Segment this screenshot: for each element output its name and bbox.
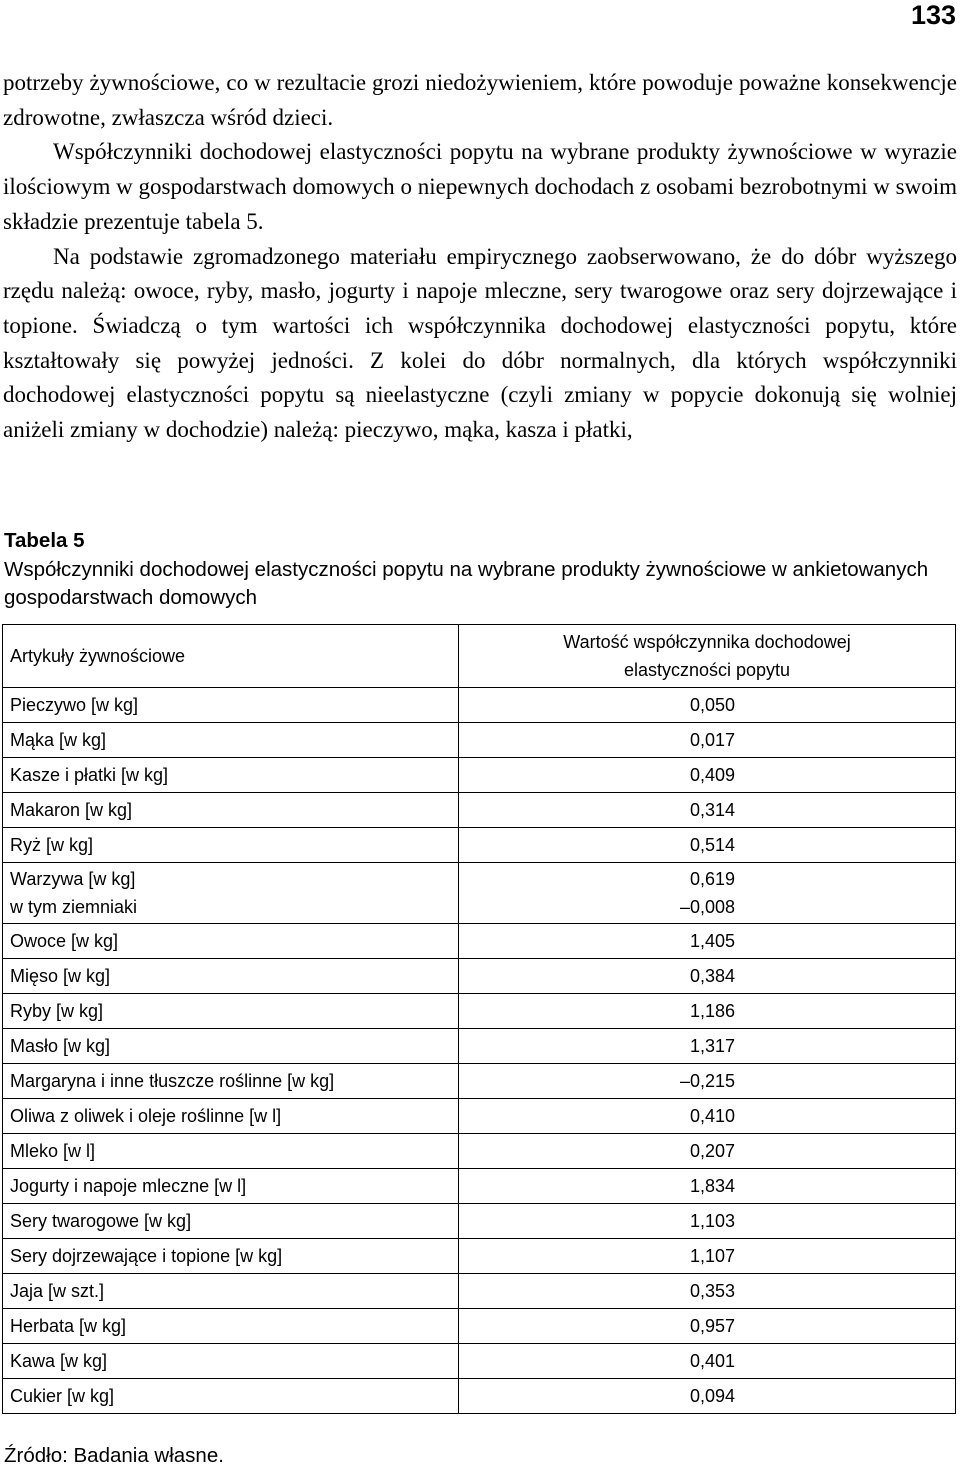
food-item-label: Makaron [w kg] (10, 799, 133, 820)
food-item-label: Herbata [w kg] (10, 1315, 127, 1336)
table-heading (4, 527, 956, 613)
table-row (3, 688, 956, 723)
coefficient-label: 1,405 (689, 930, 735, 951)
food-item-name (3, 994, 459, 1029)
paragraph: potrzeby żywnościowe, co w rezultacie grozi niedożywieniem, które powoduje poważne konsekwencje zdrowotne, zwłaszcza wśród dzieci. (3, 70, 957, 130)
coefficient-value (459, 723, 956, 758)
coefficient-label: 1,107 (689, 1245, 735, 1266)
food-item-name (3, 793, 459, 828)
coefficient-value (459, 793, 956, 828)
coefficient-value (459, 758, 956, 793)
food-item-name (3, 959, 459, 994)
food-item-label: Mięso [w kg] (10, 965, 111, 986)
coefficient-value (459, 959, 956, 994)
food-item-name (3, 1274, 459, 1309)
food-item-label: Jaja [w szt.] (10, 1280, 105, 1301)
coefficient-value (459, 1134, 956, 1169)
coefficient-value (459, 1309, 956, 1344)
food-item-name (3, 1204, 459, 1239)
table-label: Tabela 5 (4, 529, 85, 552)
coefficient-label: –0,215 (679, 1070, 735, 1091)
table-row (3, 959, 956, 994)
page-number: 133 (910, 0, 956, 30)
coefficient-value (459, 1169, 956, 1204)
header-coefficient-line1: Wartość współczynnika dochodowej (563, 632, 851, 652)
table-caption: Współczynniki dochodowej elastyczności popytu na wybrane produkty żywnościowe w ankietowanych gospodarstwach domowych (4, 557, 929, 609)
food-item-label: Margaryna i inne tłuszcze roślinne [w kg] (10, 1070, 335, 1091)
table-row (3, 1169, 956, 1204)
food-item-sub-label: w tym ziemniaki (10, 897, 138, 917)
coefficient-value (459, 828, 956, 863)
food-item-label: Pieczywo [w kg] (10, 694, 139, 715)
table-source: Źródło: Badania własne. (4, 1444, 224, 1467)
table-row (3, 723, 956, 758)
header-coefficient-line2: elastyczności popytu (623, 660, 791, 680)
paragraph: Współczynniki dochodowej elastyczności popytu na wybrane produkty żywnościowe w wyrazie ilościowym w gospodarstwach domowych o niepewnych dochodach z osobami bezrobotnymi w swoim składzie prezentuje tabela 5. (3, 139, 957, 234)
coefficient-label: 0,384 (689, 965, 735, 986)
food-item-label: Jogurty i napoje mleczne [w l] (10, 1175, 247, 1196)
coefficient-label: 0,410 (689, 1105, 735, 1126)
coefficient-label: 0,050 (689, 694, 735, 715)
coefficient-value (459, 1064, 956, 1099)
table-header-row (3, 625, 956, 688)
table-row (3, 1204, 956, 1239)
coefficient-value (459, 688, 956, 723)
table-row (3, 793, 956, 828)
paragraph: Na podstawie zgromadzonego materiału empirycznego zaobserwowano, że do dóbr wyższego rzędu należą: owoce, ryby, masło, jogurty i napoje mleczne, sery twarogowe oraz sery dojrzewające i topione. Świadczą o tym wartości ich współczynnika dochodowej elastyczności popytu, które kształtowały się powyżej jedności. Z kolei do dóbr normalnych, dla których współczynniki dochodowej elastyczności popytu są nieelastyczne (czyli zmiany w popycie dokonują się wolniej aniżeli zmiany w dochodzie) należą: pieczywo, mąka, kasza i płatki, (3, 243, 957, 443)
food-item-name (3, 1029, 459, 1064)
table-row (3, 758, 956, 793)
food-item-name (3, 924, 459, 959)
food-item-name (3, 1134, 459, 1169)
food-item-label: Mleko [w l] (10, 1140, 96, 1161)
coefficient-value (459, 1239, 956, 1274)
coefficient-value (459, 994, 956, 1029)
food-item-label: Sery dojrzewające i topione [w kg] (10, 1245, 283, 1266)
table-row (3, 994, 956, 1029)
food-item-name (3, 1064, 459, 1099)
coefficient-label: 0,514 (689, 834, 735, 855)
coefficient-label: 0,094 (689, 1385, 735, 1406)
food-item-name (3, 688, 459, 723)
food-item-label: Cukier [w kg] (10, 1385, 115, 1406)
food-item-name (3, 758, 459, 793)
table-row (3, 863, 956, 924)
food-item-label: Kasze i płatki [w kg] (10, 764, 169, 785)
coefficient-value (459, 1099, 956, 1134)
table-row (3, 1064, 956, 1099)
food-item-label: Ryby [w kg] (10, 1000, 104, 1021)
coefficient-label: 0,409 (689, 764, 735, 785)
header-food-items: Artykuły żywnościowe (3, 625, 459, 688)
coefficient-label: 0,207 (689, 1140, 735, 1161)
coefficient-label: 0,619 (689, 869, 735, 889)
food-item-name (3, 1239, 459, 1274)
coefficient-sub-label: –0,008 (679, 897, 735, 917)
coefficient-value (459, 1204, 956, 1239)
coefficient-label: 0,314 (689, 799, 735, 820)
coefficient-value (459, 924, 956, 959)
food-item-name (3, 863, 459, 924)
coefficient-label: 1,186 (689, 1000, 735, 1021)
table-row (3, 1134, 956, 1169)
food-item-name (3, 1309, 459, 1344)
table-row (3, 924, 956, 959)
table-row (3, 1344, 956, 1379)
table-row (3, 1309, 956, 1344)
food-item-label: Oliwa z oliwek i oleje roślinne [w l] (10, 1105, 282, 1126)
food-item-label: Owoce [w kg] (10, 930, 119, 951)
coefficient-value (459, 863, 956, 924)
header-coefficient (459, 625, 956, 688)
table-row (3, 1379, 956, 1414)
food-item-name (3, 723, 459, 758)
food-item-name (3, 1344, 459, 1379)
table-row (3, 1099, 956, 1134)
table-row (3, 1029, 956, 1064)
food-item-label: Warzywa [w kg] (10, 869, 136, 889)
coefficient-label: 0,017 (689, 729, 735, 750)
food-item-label: Kawa [w kg] (10, 1350, 108, 1371)
coefficient-label: 0,353 (689, 1280, 735, 1301)
food-item-name (3, 1169, 459, 1204)
food-item-name (3, 1379, 459, 1414)
food-item-name (3, 1099, 459, 1134)
coefficient-value (459, 1274, 956, 1309)
food-item-label: Ryż [w kg] (10, 834, 94, 855)
coefficient-value (459, 1344, 956, 1379)
table-row (3, 828, 956, 863)
coefficient-label: 1,103 (689, 1210, 735, 1231)
food-item-label: Mąka [w kg] (10, 729, 107, 750)
body-text (3, 66, 957, 448)
coefficient-label: 1,834 (689, 1175, 735, 1196)
food-item-name (3, 828, 459, 863)
coefficient-value (459, 1029, 956, 1064)
elasticity-table (2, 624, 956, 1414)
coefficient-value (459, 1379, 956, 1414)
coefficient-label: 0,957 (689, 1315, 735, 1336)
table-row (3, 1239, 956, 1274)
food-item-label: Masło [w kg] (10, 1035, 111, 1056)
table-row (3, 1274, 956, 1309)
food-item-label: Sery twarogowe [w kg] (10, 1210, 192, 1231)
coefficient-label: 1,317 (689, 1035, 735, 1056)
coefficient-label: 0,401 (689, 1350, 735, 1371)
